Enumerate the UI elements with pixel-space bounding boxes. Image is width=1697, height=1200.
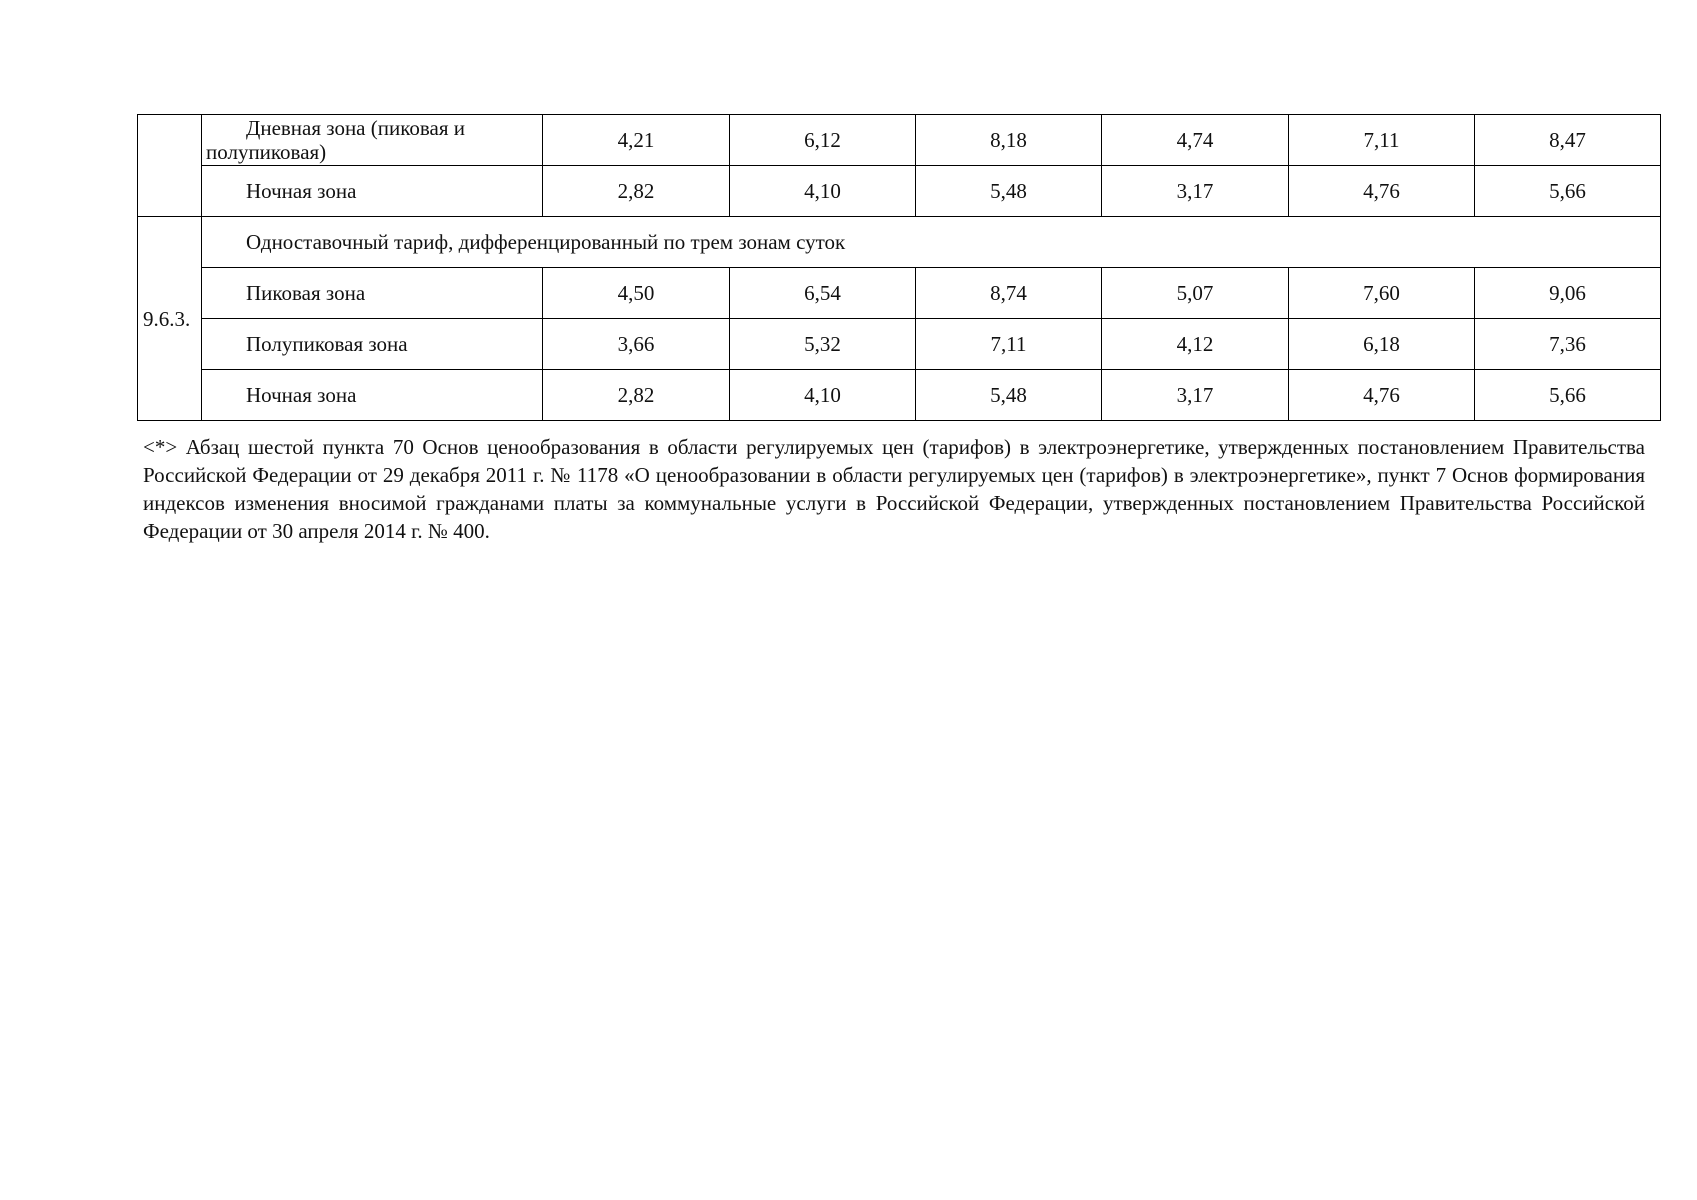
tariff-value: 4,74 (1102, 115, 1289, 166)
footnote: <*> Абзац шестой пункта 70 Основ ценообразования в области регулируемых цен (тарифов) в электроэнергетике, утвержденных постановлением Правительства Российской Федерации от 29 декабря 2011 г. № 1178 «О ценообразовании в области регулируемых цен (тарифов) в электроэнергетике», пункт 7 Основ формирования индексов изменения вносимой гражданами платы за коммунальные услуги в Российской Федерации, утвержденных постановлением Правительства Российской Федерации от 30 апреля 2014 г. № 400. (143, 435, 1645, 543)
tariff-value: 7,36 (1475, 319, 1661, 370)
zone-label: Ночная зона (202, 166, 543, 217)
tariff-value: 5,48 (916, 370, 1102, 421)
tariff-value: 6,54 (730, 268, 916, 319)
tariff-value: 3,66 (543, 319, 730, 370)
tariff-value: 5,07 (1102, 268, 1289, 319)
tariff-value: 5,66 (1475, 370, 1661, 421)
zone-label: Дневная зона (пиковая и полупиковая) (202, 115, 543, 166)
tariff-value: 7,60 (1289, 268, 1475, 319)
tariff-value: 8,47 (1475, 115, 1661, 166)
tariff-value: 6,12 (730, 115, 916, 166)
tariff-value: 4,21 (543, 115, 730, 166)
zone-label: Пиковая зона (202, 268, 543, 319)
tariff-table (137, 114, 1661, 421)
tariff-value: 2,82 (543, 166, 730, 217)
tariff-value: 5,48 (916, 166, 1102, 217)
tariff-value: 4,12 (1102, 319, 1289, 370)
tariff-value: 4,10 (730, 370, 916, 421)
tariff-value: 3,17 (1102, 370, 1289, 421)
tariff-value: 7,11 (1289, 115, 1475, 166)
zone-label: Полупиковая зона (202, 319, 543, 370)
tariff-value: 8,18 (916, 115, 1102, 166)
row-number: 9.6.3. (138, 217, 202, 421)
table-row (138, 319, 1661, 370)
row-number (138, 115, 202, 217)
tariff-value: 4,76 (1289, 370, 1475, 421)
tariff-value: 8,74 (916, 268, 1102, 319)
zone-label: Ночная зона (202, 370, 543, 421)
tariff-value: 9,06 (1475, 268, 1661, 319)
tariff-value: 5,32 (730, 319, 916, 370)
tariff-value: 4,76 (1289, 166, 1475, 217)
tariff-value: 5,66 (1475, 166, 1661, 217)
tariff-value: 3,17 (1102, 166, 1289, 217)
tariff-heading: Одноставочный тариф, дифференцированный по трем зонам суток (202, 217, 1661, 268)
table-row (138, 268, 1661, 319)
table-row (138, 115, 1661, 166)
tariff-value: 6,18 (1289, 319, 1475, 370)
tariff-value: 2,82 (543, 370, 730, 421)
tariff-value: 4,10 (730, 166, 916, 217)
table-row (138, 370, 1661, 421)
table-row (138, 166, 1661, 217)
tariff-value: 7,11 (916, 319, 1102, 370)
tariff-value: 4,50 (543, 268, 730, 319)
table-row (138, 217, 1661, 268)
